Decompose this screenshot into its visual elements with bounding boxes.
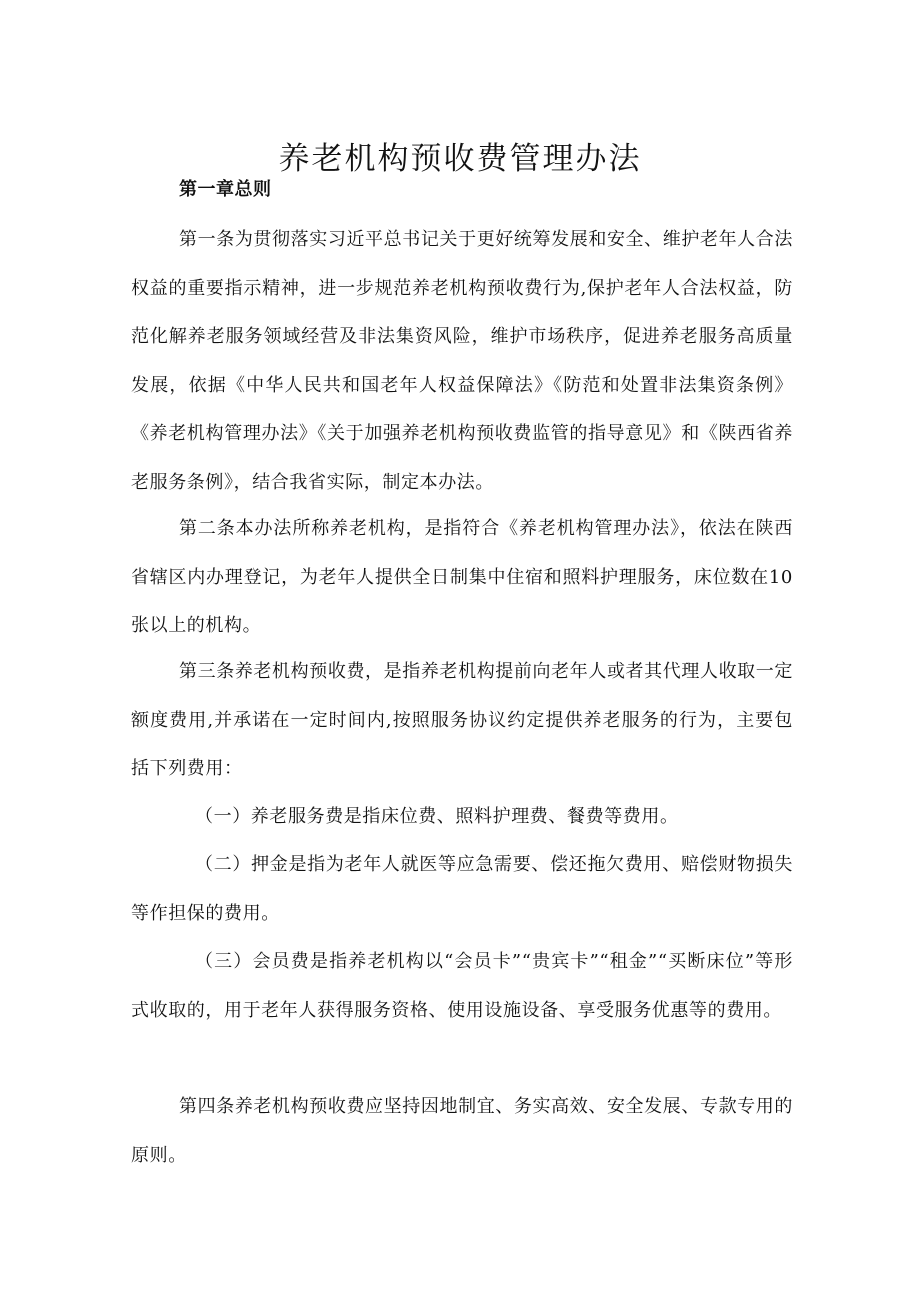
fee-item-2-paragraph: （二）押金是指为老年人就医等应急需要、偿还拖欠费用、赔偿财物损失等作担保的费用。 xyxy=(131,854,793,924)
article-2-paragraph: 第二条本办法所称养老机构，是指符合《养老机构管理办法》，依法在陕西省辖区内办理登记，为老年人提供全日制集中住宿和照料护理服务，床位数在10张以上的机构。 xyxy=(131,518,793,636)
chapter-heading: 第一章总则 xyxy=(179,179,272,200)
article-1-paragraph: 第一条为贯彻落实习近平总书记关于更好统筹发展和安全、维护老年人合法权益的重要指示精神，进一步规范养老机构预收费行为,保护老年人合法权益，防范化解养老服务领域经营及非法集资风险，维护市场秩序，促进养老服务高质量发展，依据《中华人民共和国老年人权益保障法》《防范和处置非法集资条例》《养老机构管理办法》《关于加强养老机构预收费监管的指导意见》和《陕西省养老服务条例》，结合我省实际，制定本办法。 xyxy=(131,229,793,493)
article-3-paragraph: 第三条养老机构预收费，是指养老机构提前向老年人或者其代理人收取一定额度费用,并承诺在一定时间内,按照服务协议约定提供养老服务的行为，主要包括下列费用： xyxy=(131,661,793,779)
fee-item-1-paragraph: （一）养老服务费是指床位费、照料护理费、餐费等费用。 xyxy=(195,806,679,827)
article-4-paragraph: 第四条养老机构预收费应坚持因地制宜、务实高效、安全发展、专款专用的原则。 xyxy=(131,1096,793,1166)
fee-item-3-paragraph: （三）会员费是指养老机构以“会员卡”“贵宾卡”“租金”“买断床位”等形式收取的，用于老年人获得服务资格、使用设施设备、享受服务优惠等的费用。 xyxy=(131,951,793,1021)
document-title: 养老机构预收费管理办法 xyxy=(278,140,642,177)
